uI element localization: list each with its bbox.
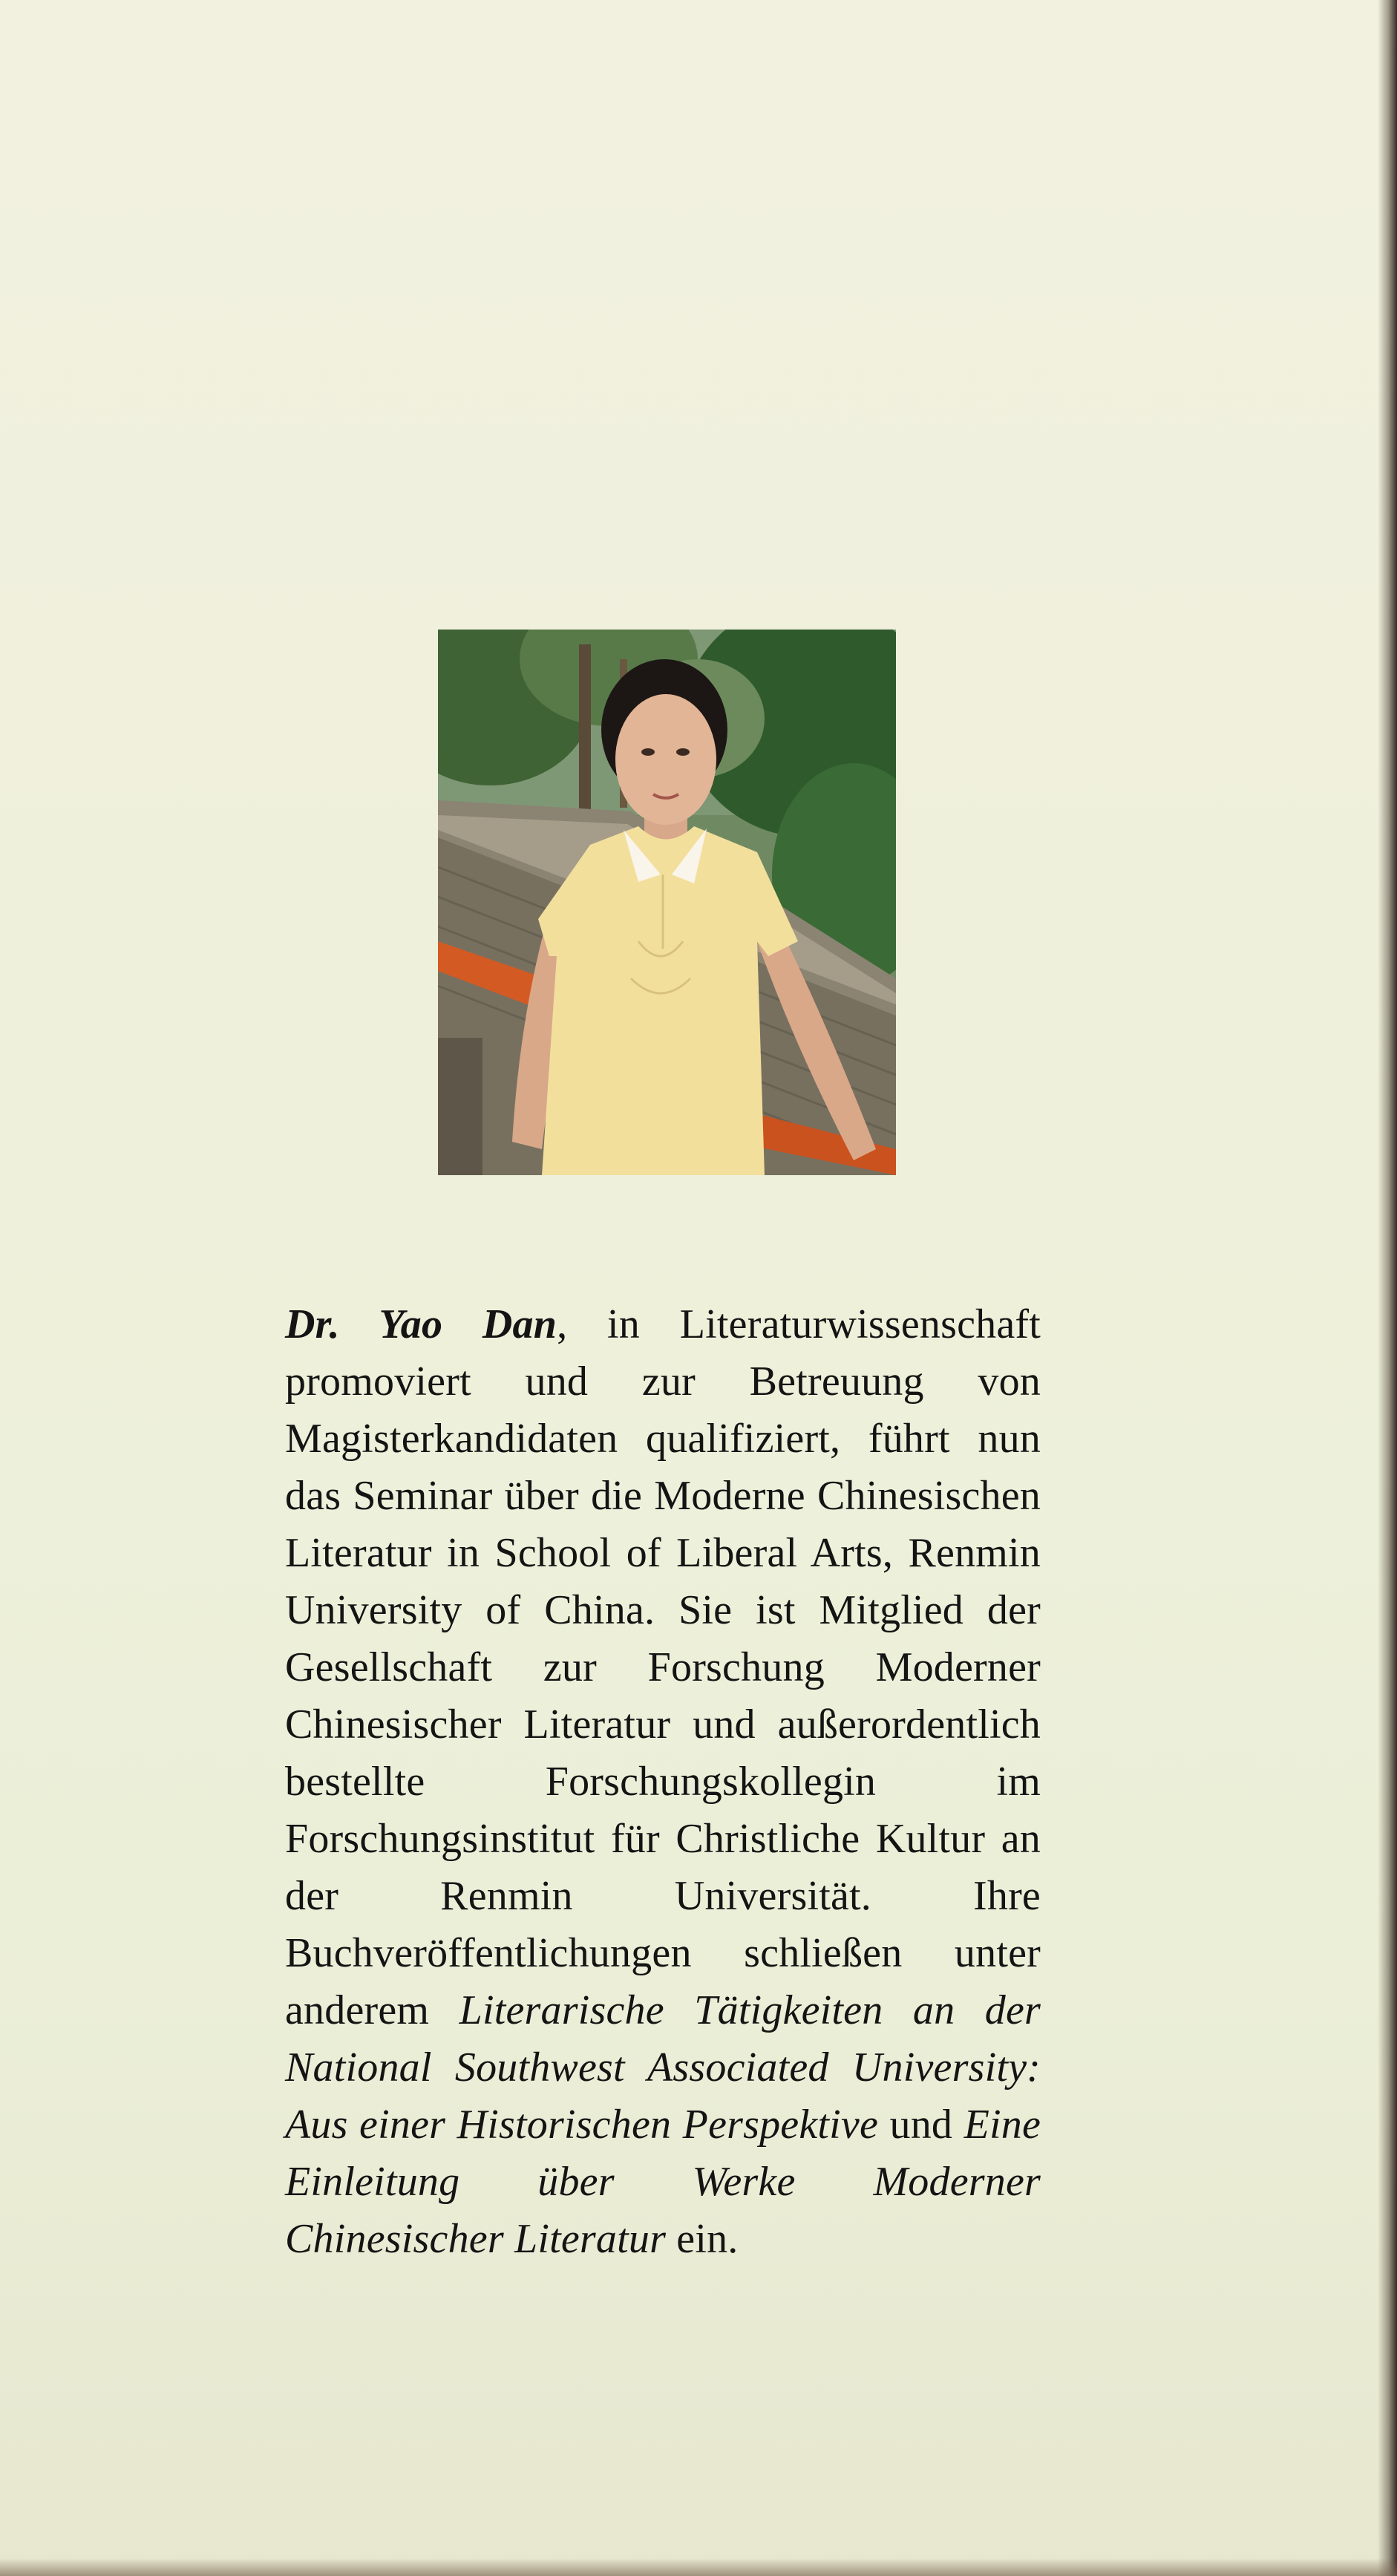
bio-ending: ein. <box>666 2216 739 2262</box>
bio-comma: , <box>557 1301 568 1347</box>
book-title-2: Eine Einleitung über Werke Moderner Chinesischer Literatur <box>285 2102 1041 2262</box>
bio-connector: und <box>878 2102 964 2148</box>
author-biography <box>285 1296 1041 2268</box>
page-bottom-edge <box>0 2558 1397 2576</box>
author-photo <box>438 630 896 1175</box>
page-shadow-edge <box>1378 0 1397 2576</box>
author-portrait-image <box>438 630 896 1175</box>
author-name: Dr. Yao Dan <box>285 1301 557 1347</box>
book-title-1: Literarische Tätigkeiten an der National Southwest Associated University: Aus einer Historischen Perspektive <box>285 1987 1041 2148</box>
bio-intro: in Literaturwissenschaft promoviert und zur Betreuung von Magisterkandidaten qualifiziert, führt nun das Seminar über die Moderne Chinesischen Literatur in School of Liberal Arts, Renmin University of China. Sie ist Mitglied der Gesellschaft zur Forschung Moderner Chinesischer Literatur und außerordentlich bestellte Forschungskollegin im Forschungsinstitut für Christliche Kultur an der Renmin Universität. Ihre Buchveröffentlichungen schließen unter anderem <box>285 1301 1041 2033</box>
